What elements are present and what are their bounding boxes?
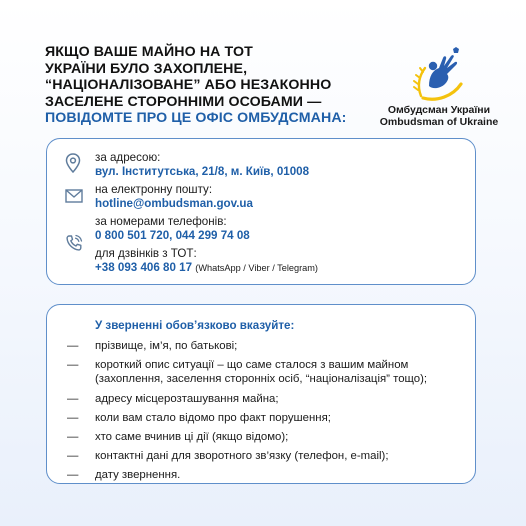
logo-name-en: Ombudsman of Ukraine <box>379 116 499 128</box>
dash-bullet: — <box>67 469 79 482</box>
email-block <box>95 183 253 211</box>
email-link[interactable]: hotline@ombudsman.gov.ua <box>95 197 253 210</box>
phones-label: за номерами телефонів: <box>95 215 227 228</box>
list-item-text: контактні дані для зворотного зв’язку (телефон, e-mail); <box>95 450 389 463</box>
tot-label: для дзвінків з ТОТ: <box>95 247 197 260</box>
location-pin-icon <box>65 153 81 173</box>
list-item-text: короткий опис ситуації – що саме сталося з вашим майном <box>95 359 409 372</box>
address-block <box>95 151 309 179</box>
requirements-title: У зверненні обов’язково вказуйте: <box>95 319 295 332</box>
address-value: вул. Інститутська, 21/8, м. Київ, 01008 <box>95 165 310 178</box>
ombudsman-logo <box>374 46 504 128</box>
list-item-text: хто саме вчинив ці дії (якщо відомо); <box>95 431 289 444</box>
list-item <box>47 430 475 444</box>
list-item-text-cont: (захоплення, заселення сторонніх осіб, “націоналізація” тощо); <box>95 373 428 386</box>
address-label: за адресою: <box>95 151 161 164</box>
requirements-card <box>46 304 476 484</box>
list-item <box>47 358 475 386</box>
ombudsman-emblem-icon <box>407 46 471 102</box>
headline-line-1: ЯКЩО ВАШЕ МАЙНО НА ТОТ <box>45 44 253 60</box>
list-item <box>47 339 475 353</box>
list-item <box>47 468 475 482</box>
list-item-text: прізвище, ім’я, по батькові; <box>95 340 238 352</box>
phone-icon <box>65 234 83 252</box>
headline-line-3: “НАЦІОНАЛІЗОВАНЕ” АБО НЕЗАКОННО <box>45 77 332 94</box>
phones-value[interactable]: 0 800 501 720, 044 299 74 08 <box>95 229 250 242</box>
dash-bullet: — <box>67 450 79 463</box>
list-item <box>47 411 475 425</box>
dash-bullet: — <box>67 359 79 372</box>
tot-messengers-note: (WhatsApp / Viber / Telegram) <box>195 263 318 273</box>
logo-name-ua: Омбудсман України <box>387 104 491 116</box>
headline-line-4: ЗАСЕЛЕНЕ СТОРОННІМИ ОСОБАМИ — <box>45 93 322 110</box>
list-item-text: дату звернення. <box>95 469 181 482</box>
requirements-list <box>47 339 475 488</box>
dash-bullet: — <box>67 340 79 352</box>
envelope-icon <box>65 189 83 203</box>
phones-block <box>95 215 250 243</box>
headline-line-2: УКРАЇНИ БУЛО ЗАХОПЛЕНЕ, <box>45 60 248 77</box>
list-item-text: коли вам стало відомо про факт порушення; <box>95 411 331 424</box>
list-item-text: адресу місцерозташування майна; <box>95 392 279 405</box>
dash-bullet: — <box>67 392 79 405</box>
headline <box>45 44 365 127</box>
tot-phone-block <box>95 247 318 275</box>
headline-line-5: ПОВІДОМТЕ ПРО ЦЕ ОФІС ОМБУДСМАНА: <box>45 110 347 127</box>
list-item <box>47 392 475 406</box>
tot-phone-value[interactable]: +38 093 406 80 17 <box>95 261 193 274</box>
email-label: на електронну пошту: <box>95 183 213 196</box>
contacts-card <box>46 138 476 285</box>
dash-bullet: — <box>67 411 79 424</box>
dash-bullet: — <box>67 431 79 444</box>
list-item <box>47 449 475 463</box>
